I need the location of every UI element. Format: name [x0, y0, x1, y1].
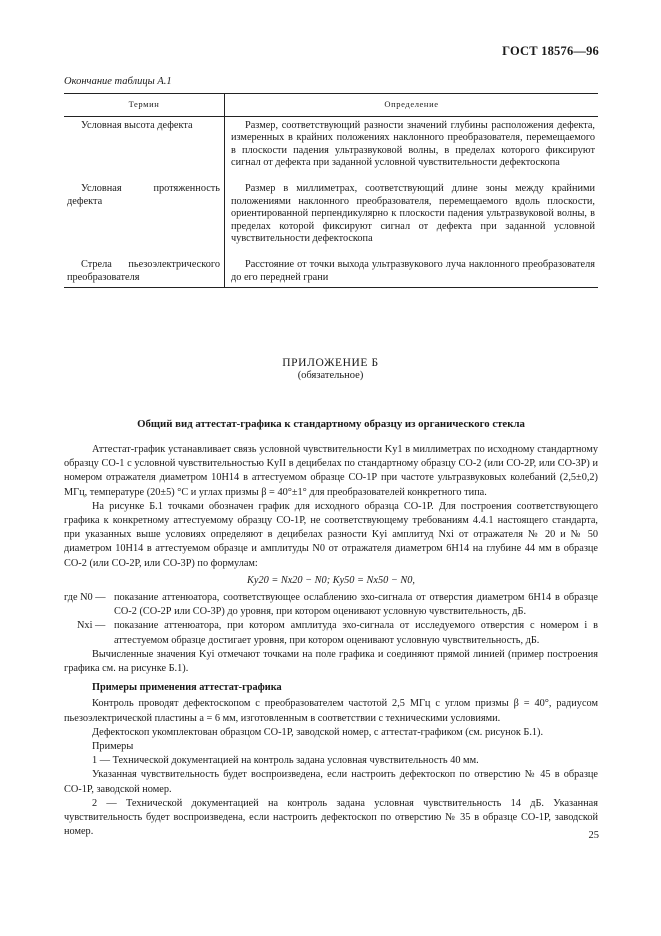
- definition-cell: Размер, соответствующий разности значений глубины расположения дефекта, измеренных в крайних положениях наклонного преобразователя, перемещаемого в плоскости падения ультразвуковой волны, в пределах которого фиксируют сигнал от дефекта при заданной условной чувствительности дефектоскопа: [231, 119, 595, 169]
- paragraph: Вычисленные значения Kуi отмечают точками на поле графика и соединяют прямой линией (пример построения графика см. на рисунке Б.1).: [64, 648, 598, 675]
- paragraph: Примеры: [92, 741, 134, 753]
- paragraph: Дефектоскоп укомплектован образцом СО-1Р, заводской номер, с аттестат-графиком (см. рисунок Б.1).: [92, 726, 544, 738]
- term-cell: Условная высота дефекта: [64, 116, 225, 180]
- table-row: [64, 180, 598, 256]
- appendix-title: ПРИЛОЖЕНИЕ Б: [282, 357, 379, 369]
- definition-cell: Расстояние от точки выхода ультразвукового луча наклонного преобразователя до его передней грани: [225, 256, 599, 288]
- table-caption: Окончание таблицы А.1: [64, 76, 172, 87]
- paragraph: Аттестат-график устанавливает связь условной чувствительности Kу1 в миллиметрах по исходному стандартному образцу СО-1 с условной чувствительностью KуII в децибелах по стандартному образцу СО-2 (или СО-2Р, или СО-3Р) и номером отражателя диаметром 10Н14 в аттестуемом образце СО-1Р при частоте ультразвуковых колебаний (2,5±0,2) МГц, температуре (20±5) °С и углах призмы β = 40°±1° для преобразователей конкретного типа.: [64, 444, 598, 498]
- examples-heading: Примеры применения аттестат-графика: [92, 682, 282, 694]
- page-number: 25: [588, 830, 599, 841]
- term-cell: Стрела пьезоэлектрического преобразователя: [64, 256, 225, 288]
- where-text: показание аттенюатора, соответствующее ослаблению эхо-сигнала от отверстия диаметром 6Н14 в образце СО-2 (СО-2Р или СО-3Р) до уровня, при котором оценивают условную чувствительность, дБ.: [114, 592, 598, 618]
- paragraph: 2 — Технической документацией на контроль задана условная чувствительность 14 дБ. Указанная чувствительность будет воспроизведена, если настроить дефектоскоп по отверстию № 35 в образце СО-1Р, заводской номер.: [64, 797, 598, 838]
- column-header-term: Термин: [64, 94, 225, 117]
- appendix-subtitle: (обязательное): [297, 370, 364, 381]
- table-row: [64, 116, 598, 180]
- column-header-definition: Определение: [225, 94, 599, 117]
- appendix-heading: Общий вид аттестат-графика к стандартному образцу из органического стекла: [137, 418, 525, 430]
- paragraph: Указанная чувствительность будет воспроизведена, если настроить дефектоскоп по отверстию № 45 в образце СО-1Р, заводской номер.: [64, 769, 598, 795]
- paragraph: На рисунке Б.1 точками обозначен график для исходного образца СО-1Р. Для построения соответствующего графика к конкретному аттестуемому образцу СО-1Р, не соответствующему требованиям 4.4.1 настоящего стандарта, при указанных выше условиях определяют в децибелах разности Kуi амплитуд Nxi от отражателя № 20 и № 50 диаметром 10Н14 в аттестуемом образце и амплитуды N0 от отражателя диаметром 6Н14 на глубине 44 мм в образце СО-2 (или СО-2Р, или СО-3Р) по формулам:: [64, 500, 598, 569]
- definitions-table: [64, 93, 598, 288]
- standard-number: ГОСТ 18576—96: [502, 44, 599, 58]
- paragraph: 1 — Технической документацией на контроль задана условная чувствительность 40 мм.: [92, 755, 479, 767]
- formula: Kу20 = Nx20 − N0; Kу50 = Nx50 − N0,: [247, 574, 415, 586]
- where-text: показание аттенюатора, при котором амплитуда эхо-сигнала от исследуемого отверстия с номером i в аттестуемом образце достигает уровня, при котором оценивают условную чувствительность, дБ.: [114, 620, 598, 646]
- table-header-row: [64, 94, 598, 117]
- where-clause: [64, 619, 598, 647]
- table-row: [64, 256, 598, 288]
- where-lead: Nxi —: [77, 620, 106, 632]
- term-cell: Условная протяженность дефекта: [64, 180, 225, 256]
- where-clause: [64, 591, 598, 619]
- paragraph: Контроль проводят дефектоскопом с преобразователем частотой 2,5 МГц с углом призмы β = 40°, радиусом пьезоэлектрической пластины a = 6 мм, изготовленным в соответствии с техническими условиями.: [64, 698, 598, 724]
- definition-cell: Размер в миллиметрах, соответствующий длине зоны между крайними положениями наклонного преобразователя, перемещаемого вдоль плоскости, ориентированной перпендикулярно к плоскости падения ультразвуковой волны, в пределах которой фиксируют сигнал от дефекта при заданной условной чувствительности дефектоскопа: [231, 182, 595, 245]
- appendix-body: [64, 443, 598, 839]
- where-lead: где N0 —: [64, 592, 106, 604]
